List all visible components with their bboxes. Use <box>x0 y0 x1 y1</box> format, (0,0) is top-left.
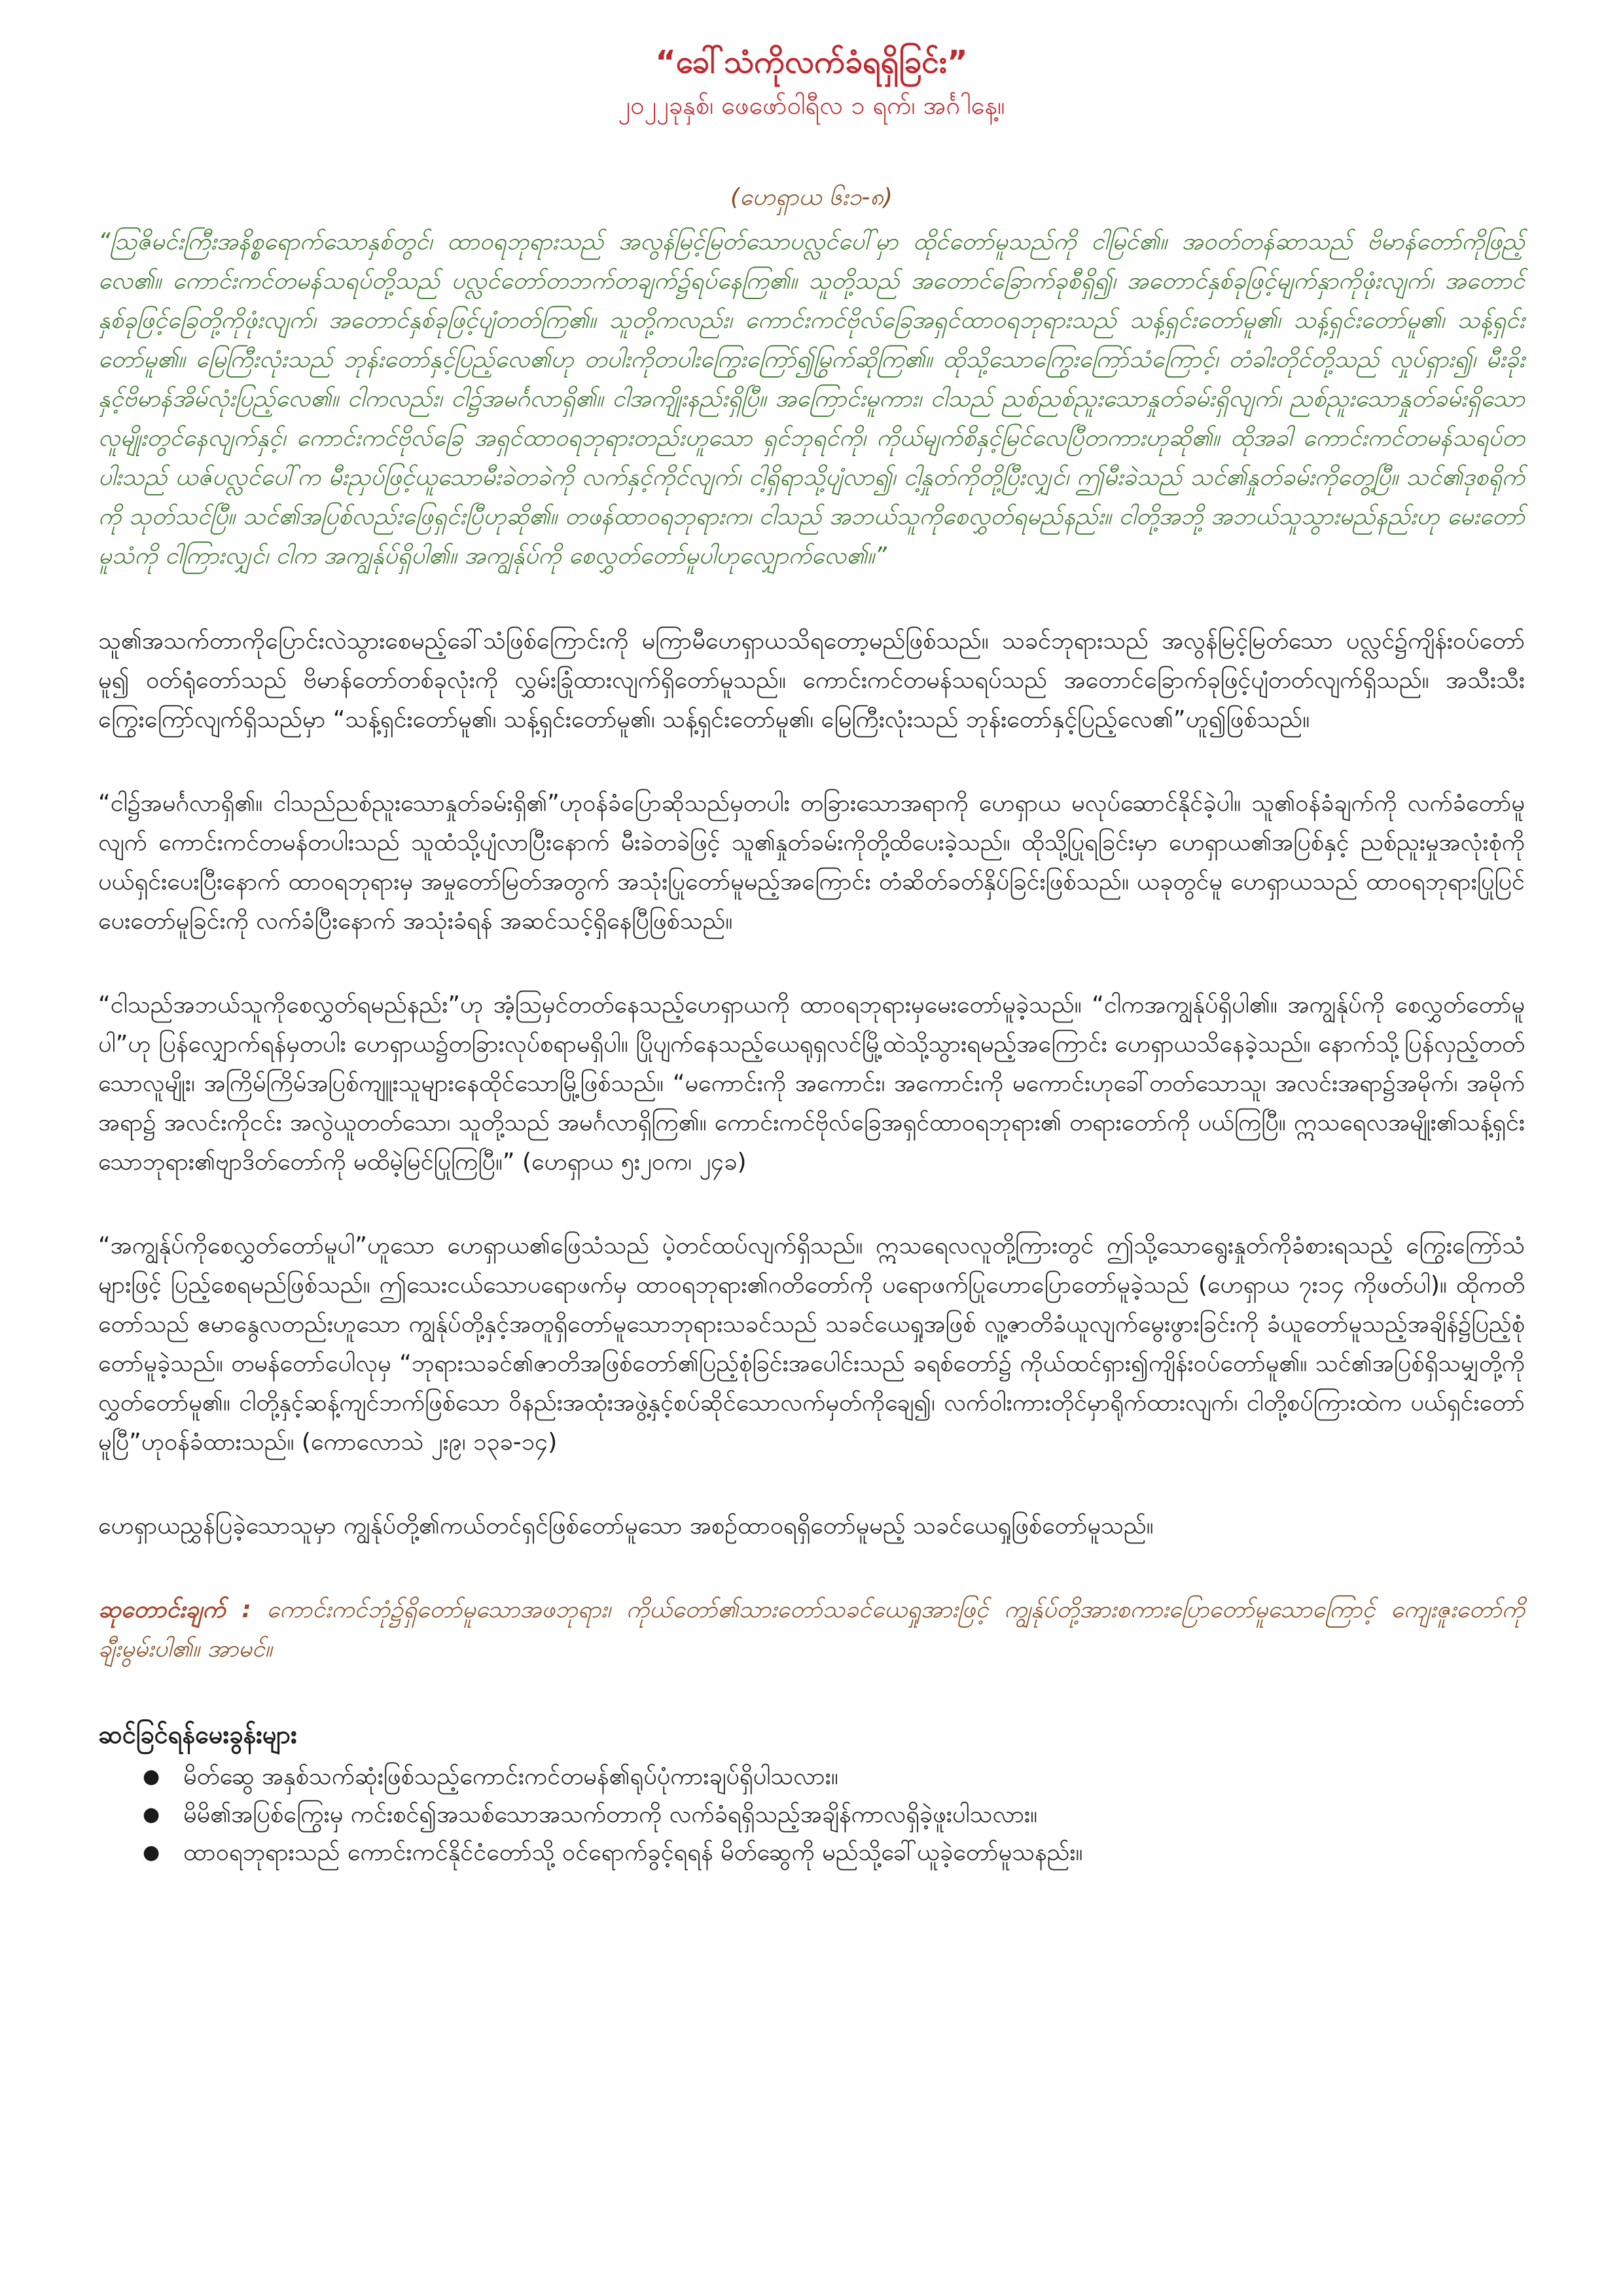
bullet-icon: ● <box>143 1803 160 1826</box>
list-item <box>98 1796 1525 1834</box>
prayer-text: ကောင်းကင်ဘုံ၌ရှိတော်မူသောအဖဘုရား၊ ကိုယ်တော်၏သားတော်သခင်ယေရှုအားဖြင့် ကျွန်ုပ်တို့အားစကားပြောတော်မူသောကြောင့် ကျေးဇူးတော်ကိုချီးမွမ်းပါ၏။ အာမင်။ <box>98 1596 1525 1662</box>
devotional-page <box>98 39 1525 1872</box>
question-text: မိတ်ဆွေ အနှစ်သက်ဆုံးဖြစ်သည့်ကောင်းကင်တမန်၏ရုပ်ပုံကားချပ်ရှိပါသလား။ <box>183 1763 838 1790</box>
body-paragraph: “ငါ၌အမင်္ဂလာရှိ၏။ ငါသည်ညစ်ညူးသောနှုတ်ခမ်းရှိ၏”ဟုဝန်ခံပြောဆိုသည်မှတပါး တခြားသောအရာကို ဟေရှာယ မလုပ်ဆောင်နိုင်ခဲ့ပါ။ သူ၏ဝန်ခံချက်ကို လက်ခံတော်မူလျက် ကောင်းကင်တမန်တပါးသည် သူထံသို့ပျံလာပြီးနောက် မီးခဲတခဲဖြင့် သူ၏နှုတ်ခမ်းကိုတို့ထိပေးခဲ့သည်။ ထိုသို့ပြုရခြင်းမှာ ဟေရှာယ၏အပြစ်နှင့် ညစ်ညူးမှုအလုံးစုံကို ပယ်ရှင်းပေးပြီးနောက် ထာဝရဘုရားမှ အမှုတော်မြတ်အတွက် အသုံးပြုတော်မူမည့်အကြောင်း တံဆိတ်ခတ်နှိပ်ခြင်းဖြစ်သည်။ ယခုတွင်မူ ဟေရှာယသည် ထာဝရဘုရားပြုပြင်ပေးတော်မူခြင်းကို လက်ခံပြီးနောက် အသုံးခံရန် အဆင်သင့်ရှိနေပြီဖြစ်သည်။ <box>98 790 1525 935</box>
bullet-icon: ● <box>143 1841 160 1864</box>
body-paragraph: “အကျွန်ုပ်ကိုစေလွှတ်တော်မူပါ”ဟူသော ဟေရှာယ၏ဖြေသံသည် ပဲ့တင်ထပ်လျက်ရှိသည်။ ဣသရေလလူတို့ကြားတွင် ဤသို့သောရွေးနှုတ်ကိုခံစားရသည့် ကြွေးကြော်သံများဖြင့် ပြည့်စေရမည်ဖြစ်သည်။ ဤသေးငယ်သောပရောဖက်မှ ထာဝရဘုရား၏ဂတိတော်ကို ပရောဖက်ပြုဟောပြောတော်မူခဲ့သည် (ဟေရှာယ ၇း၁၄ ကိုဖတ်ပါ)။ ထိုကတိတော်သည် ဧမာနွေလတည်းဟူသော ကျွန်ုပ်တို့နှင့်အတူရှိတော်မူသောဘုရားသခင်သည် သခင်ယေရှုအဖြစ် လူ့ဇာတိခံယူလျက်မွေးဖွားခြင်းကို ခံယူတော်မူသည့်အချိန်၌ပြည့်စုံတော်မူခဲ့သည်။ တမန်တော်ပေါလုမှ “ဘုရားသခင်၏ဇာတိအဖြစ်တော်၏ပြည့်စုံခြင်းအပေါင်းသည် ခရစ်တော်၌ ကိုယ်ထင်ရှား၍ကျိန်းဝပ်တော်မူ၏။ သင်၏အပြစ်ရှိသမျှတို့ကို လွှတ်တော်မူ၏။ ငါတို့နှင့်ဆန့်ကျင်ဘက်ဖြစ်သော ဝိနည်းအထုံးအဖွဲ့နှင့်စပ်ဆိုင်သောလက်မှတ်ကိုချေ၍၊ လက်ဝါးကားတိုင်မှာရိုက်ထားလျက်၊ ငါတို့စပ်ကြားထဲက ပယ်ရှင်းတော်မူပြီ”ဟုဝန်ခံထားသည်။ (ကောလောသဲ ၂း၉၊ ၁၃ခ-၁၄) <box>98 1232 1525 1456</box>
bullet-icon: ● <box>143 1765 160 1788</box>
body-paragraph: “ငါသည်အဘယ်သူကိုစေလွှတ်ရမည်နည်း”ဟု အံ့ဩမှင်တတ်နေသည့်ဟေရှာယကို ထာဝရဘုရားမှမေးတော်မူခဲ့သည်။ “ငါကအကျွန်ုပ်ရှိပါ၏။ အကျွန်ုပ်ကို စေလွှတ်တော်မူပါ”ဟု ပြန်လျှောက်ရန်မှတပါး ဟေရှာယ၌တခြားလုပ်စရာမရှိပါ။ ပြိုပျက်နေသည့်ယေရုရှလင်မြို့ထဲသို့သွားရမည့်အကြောင်း ဟေရှာယသိနေခဲ့သည်။ နောက်သို့ပြန်လှည့်တတ်သောလူမျိုး၊ အကြိမ်ကြိမ်အပြစ်ကျူးသူများနေထိုင်သောမြို့ဖြစ်သည်။ “မကောင်းကို အကောင်း၊ အကောင်းကို မကောင်းဟုခေါ်တတ်သောသူ၊ အလင်းအရာ၌အမိုက်၊ အမိုက်အရာ၌ အလင်းကိုငင်း အလွဲယူတတ်သော၊ သူတို့သည် အမင်္ဂလာရှိကြ၏။ ကောင်းကင်ဗိုလ်ခြေအရှင်ထာဝရဘုရား၏ တရားတော်ကို ပယ်ကြပြီ။ ဣသရေလအမျိုး၏သန့်ရှင်းသောဘုရား၏ဗျာဒိတ်တော်ကို မထိမဲ့မြင်ပြုကြပြီ။” (ဟေရှာယ ၅း၂၀က၊ ၂၄ခ) <box>98 992 1525 1175</box>
page-title: “ခေါ်သံကိုလက်ခံရရှိခြင်း” <box>655 44 968 81</box>
list-item <box>98 1834 1525 1872</box>
body-paragraph: ဟေရှာယညွှန်ပြခဲ့သောသူမှာ ကျွန်ုပ်တို့၏ကယ်တင်ရှင်ဖြစ်တော်မူသော အစဉ်ထာဝရရှိတော်မူမည့် သခင်ယေရှုဖြစ်တော်မူသည်။ <box>98 1513 1154 1539</box>
list-item <box>98 1758 1525 1796</box>
scripture-passage: “ဩဇိမင်းကြီးအနိစ္စရောက်သောနှစ်တွင်၊ ထာဝရဘုရားသည် အလွန်မြင့်မြတ်သောပလ္လင်ပေါ်မှာ ထိုင်တော်မူသည်ကို ငါမြင်၏။ အဝတ်တန်ဆာသည် ဗိမာန်တော်ကိုဖြည့်လေ၏။ ကောင်းကင်တမန်သရပ်တို့သည် ပလ္လင်တော်တဘက်တချက်၌ရပ်နေကြ၏။ သူတို့သည် အတောင်ခြောက်ခုစီရှိ၍၊ အတောင်နှစ်ခုဖြင့်မျက်နှာကိုဖုံးလျက်၊ အတောင်နှစ်ခုဖြင့်ခြေတို့ကိုဖုံးလျက်၊ အတောင်နှစ်ခုဖြင့်ပျံတတ်ကြ၏။ သူတို့ကလည်း၊ ကောင်းကင်ဗိုလ်ခြေအရှင်ထာဝရဘုရားသည် သန့်ရှင်းတော်မူ၏၊ သန့်ရှင်းတော်မူ၏၊ သန့်ရှင်းတော်မူ၏။ မြေကြီးလုံးသည် ဘုန်းတော်နှင့်ပြည့်လေ၏ဟု တပါးကိုတပါးကြွေးကြော်၍မြွက်ဆိုကြ၏။ ထိုသို့သောကြွေးကြော်သံကြောင့်၊ တံခါးတိုင်တို့သည် လှုပ်ရှား၍၊ မီးခိုးနှင့်ဗိမာန်အိမ်လုံးပြည့်လေ၏။ ငါကလည်း၊ ငါ၌အမင်္ဂလာရှိ၏။ ငါအကျိုးနည်းရှိပြီ။ အကြောင်းမူကား၊ ငါသည် ညစ်ညစ်ညူးသောနှုတ်ခမ်းရှိလျက်၊ ညစ်ညူးသောနှုတ်ခမ်းရှိသော လူမျိုးတွင်နေလျက်နှင့်၊ ကောင်းကင်ဗိုလ်ခြေ အရှင်ထာဝရဘုရားတည်းဟူသော ရှင်ဘုရင်ကို၊ ကိုယ်မျက်စိနှင့်မြင်လေပြီတကားဟုဆို၏။ ထိုအခါ ကောင်းကင်တမန်သရပ်တပါးသည် ယဇ်ပလ္လင်ပေါ်က မီးညှပ်ဖြင့်ယူသောမီးခဲတခဲကို လက်နှင့်ကိုင်လျက်၊ ငါ့ရှိရာသို့ပျံလာ၍၊ ငါ့နှုတ်ကိုတို့ပြီးလျှင်၊ ဤမီးခဲသည် သင်၏နှုတ်ခမ်းကိုတွေ့ပြီ။ သင်၏ဒုစရိုက်ကို သုတ်သင်ပြီ။ သင်၏အပြစ်လည်းဖြေရှင်းပြီဟုဆို၏။ တဖန်ထာဝရဘုရားက၊ ငါသည် အဘယ်သူကိုစေလွှတ်ရမည်နည်း။ ငါတို့အဘို့ အဘယ်သူသွားမည်နည်းဟု မေးတော်မူသံကို ငါကြားလျှင်၊ ငါက အကျွန်ုပ်ရှိပါ၏။ အကျွန်ုပ်ကို စေလွှတ်တော်မူပါဟုလျှောက်လေ၏။” <box>98 228 1525 569</box>
question-text: ထာဝရဘုရားသည် ကောင်းကင်နိုင်ငံတော်သို့ ဝင်ရောက်ခွင့်ရရန် မိတ်ဆွေကို မည်သို့ခေါ်ယူခဲ့တော်မူသနည်း။ <box>183 1839 1083 1866</box>
questions-heading: ဆင်ခြင်ရန်မေးခွန်းများ <box>98 1720 297 1749</box>
questions-list <box>98 1758 1525 1872</box>
body-paragraph: သူ၏အသက်တာကိုပြောင်းလဲသွားစေမည့်ခေါ်သံဖြစ်ကြောင်းကို မကြာမီဟေရှာယသိရတော့မည်ဖြစ်သည်။ သခင်ဘုရားသည် အလွန်မြင့်မြတ်သော ပလ္လင်၌ကျိန်းဝပ်တော်မူ၍ ဝတ်ရုံတော်သည် ဗိမာန်တော်တစ်ခုလုံးကို လွှမ်းခြုံထားလျက်ရှိတော်မူသည်။ ကောင်းကင်တမန်သရပ်သည် အတောင်ခြောက်ခုဖြင့်ပျံတတ်လျက်ရှိသည်။ အသီးသီးကြွေးကြော်လျက်ရှိသည်မှာ “သန့်ရှင်းတော်မူ၏၊ သန့်ရှင်းတော်မူ၏၊ သန့်ရှင်းတော်မူ၏၊ မြေကြီးလုံးသည် ဘုန်းတော်နှင့်ပြည့်လေ၏”ဟူ၍ဖြစ်သည်။ <box>98 628 1525 733</box>
prayer <box>98 1590 1525 1669</box>
page-date: ၂၀၂၂ခုနှစ်၊ ဖေဖော်ဝါရီလ ၁ ရက်၊ အင်္ဂါနေ့။ <box>618 91 1005 120</box>
scripture-reference: (ဟေရှာယ ၆း၁-၈) <box>730 184 893 211</box>
question-text: မိမိ၏အပြစ်ကြွေးမှ ကင်းစင်၍အသစ်သောအသက်တာကို လက်ခံရရှိသည့်အချိန်ကာလရှိခဲ့ဖူးပါသလား။ <box>183 1801 1038 1828</box>
prayer-label: ဆုတောင်းချက် : <box>98 1596 251 1623</box>
